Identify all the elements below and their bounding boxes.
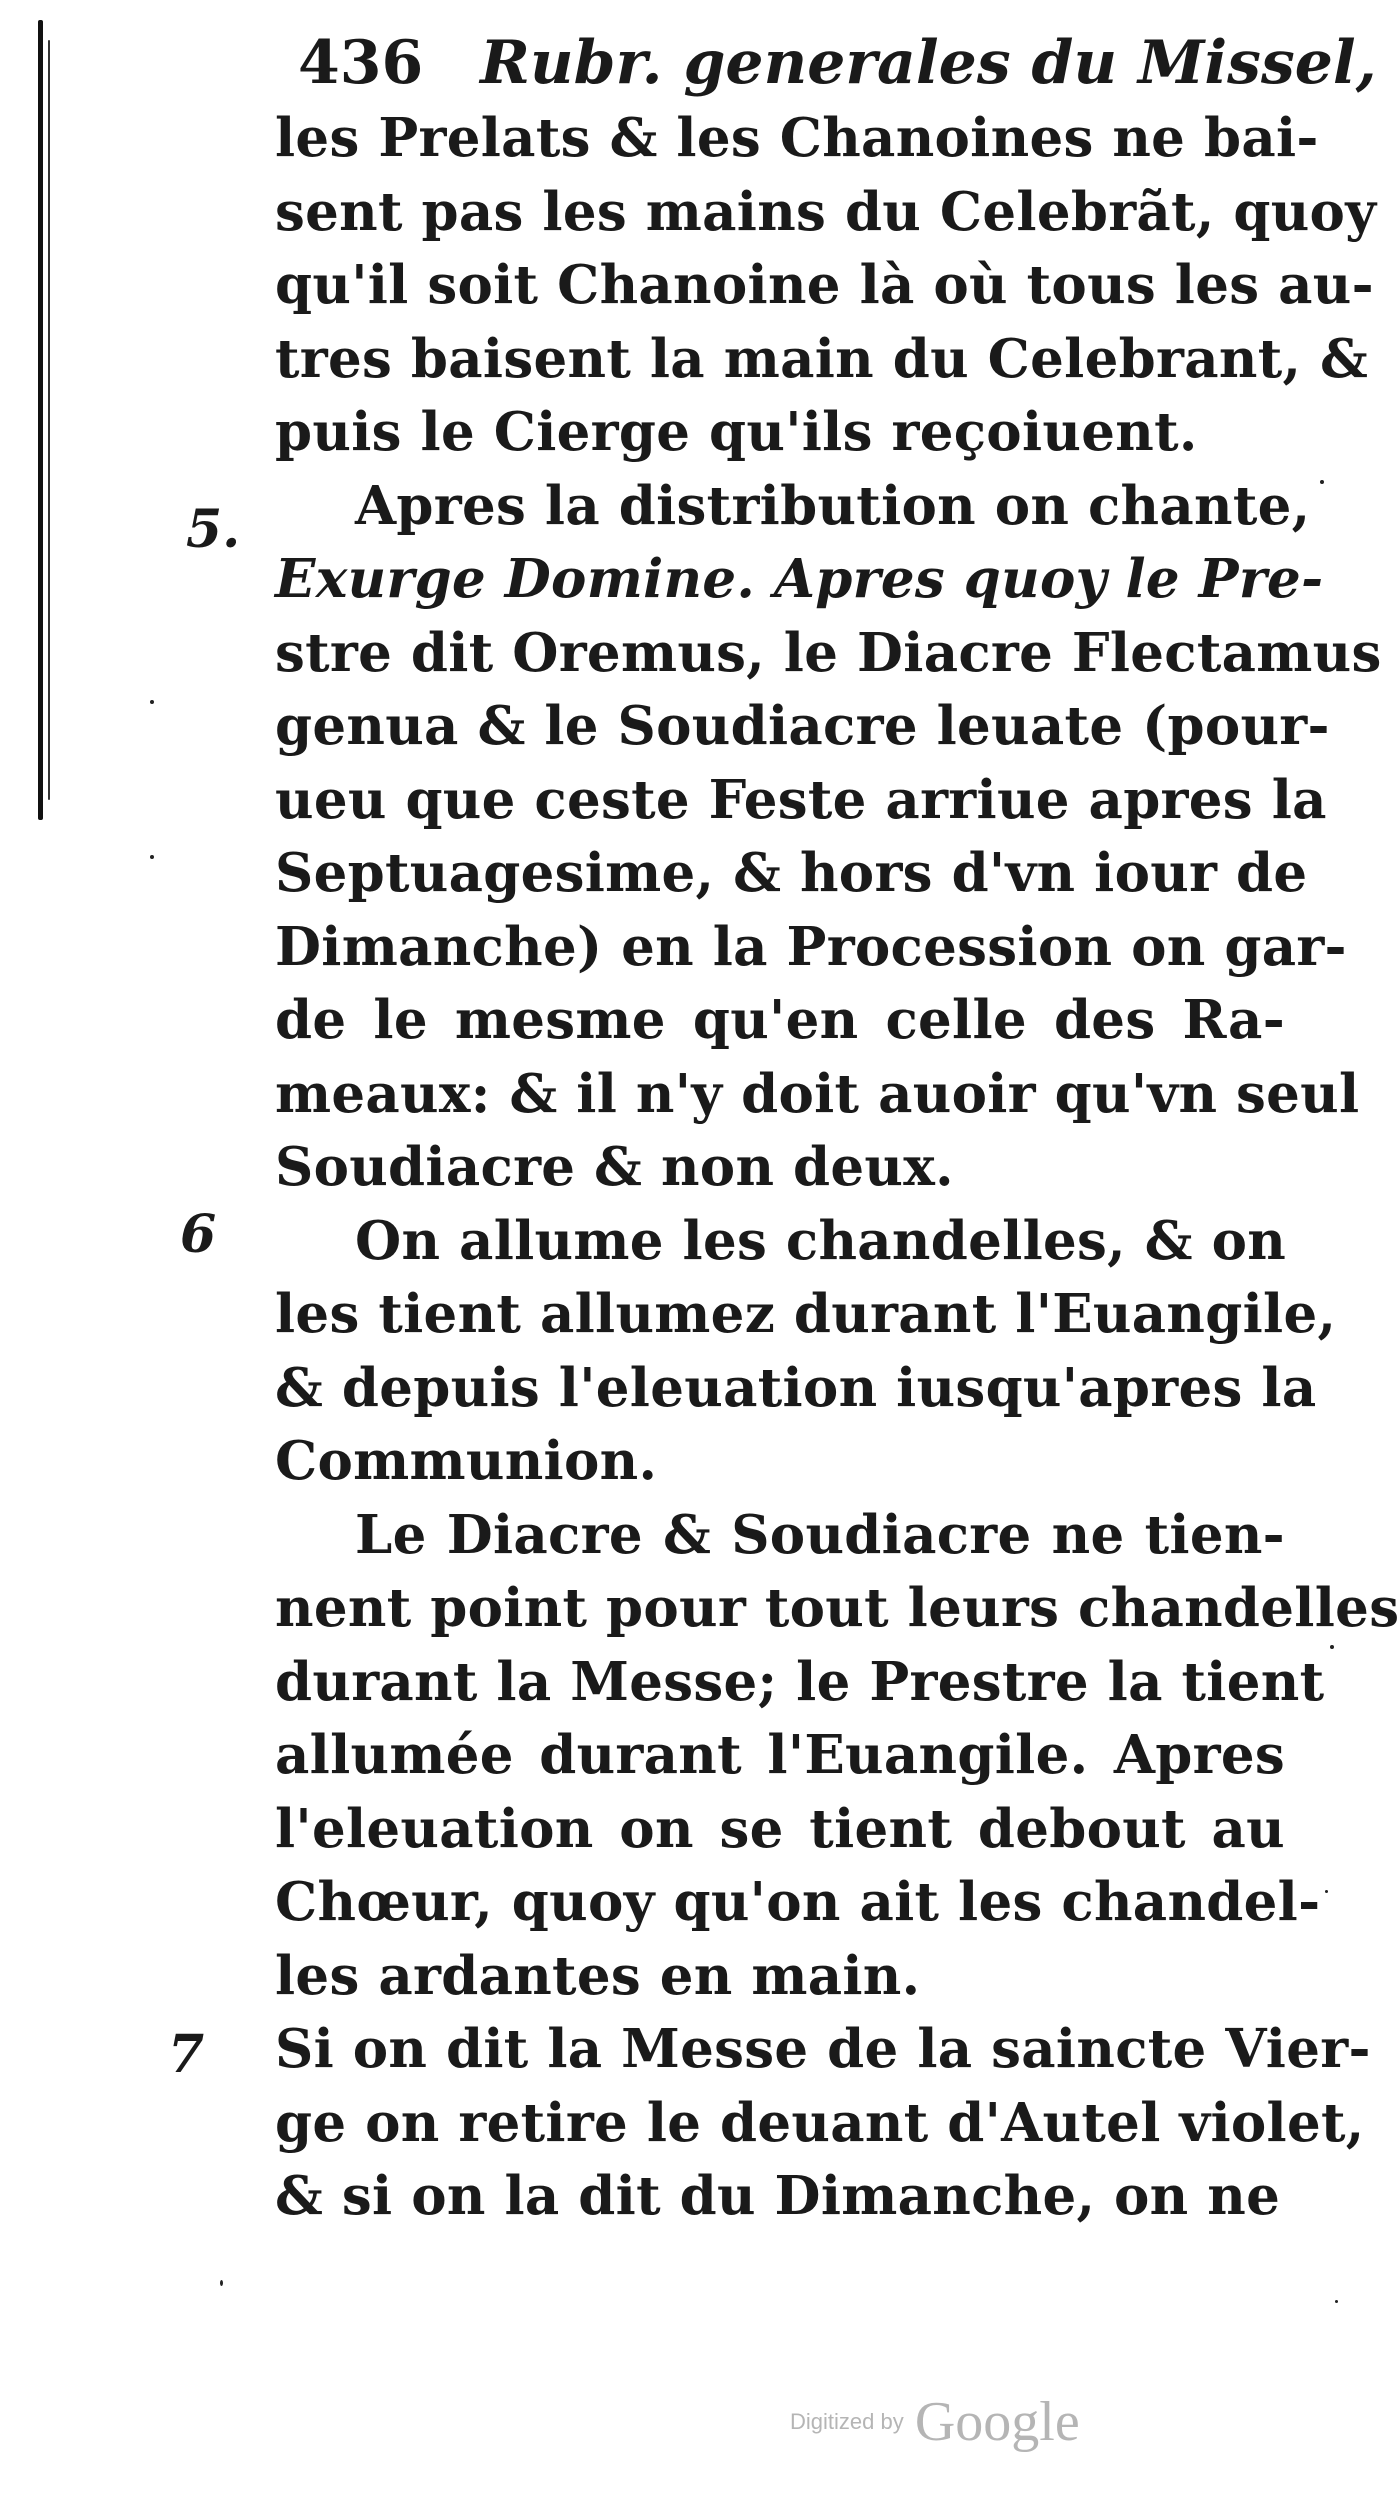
text-line: & si on la dit du Dimanche, on ne — [275, 2165, 1281, 2227]
text-line: qu'il soit Chanoine là où tous les au- — [275, 254, 1374, 316]
scan-speck — [220, 2280, 223, 2286]
text-line: tres baisent la main du Celebrant, & — [275, 327, 1369, 390]
binding-edge-line-inner — [48, 40, 50, 800]
text-line: genua & le Soudiacre leuate (pour- — [275, 695, 1330, 757]
running-title: Rubr. generales du Missel, — [480, 28, 1377, 98]
page-number: 436 — [298, 28, 424, 98]
text-line: ueu que ceste Feste arriue apres la — [275, 768, 1327, 831]
text-line: sent pas les mains du Celebrãt, quoy — [275, 180, 1377, 243]
digitized-by-google-watermark — [790, 2390, 1080, 2460]
text-line: les Prelats & les Chanoines ne bai- — [275, 107, 1319, 169]
text-line: durant la Messe; le Prestre la tient — [275, 1650, 1325, 1713]
scan-speck — [150, 700, 154, 704]
text-line: Soudiacre & non deux. — [275, 1136, 954, 1198]
text-line: Le Diacre & Soudiacre ne tien- — [355, 1503, 1285, 1566]
text-line: stre dit Oremus, le Diacre Flectamus — [275, 621, 1382, 684]
text-line: & depuis l'eleuation iusqu'apres la — [275, 1356, 1317, 1419]
running-header — [298, 18, 1377, 108]
text-line: nent point pour tout leurs chandelles — [275, 1577, 1399, 1639]
watermark-prefix: Digitized by — [790, 2409, 904, 2434]
text-line: l'eleuation on se tient debout au — [275, 1797, 1285, 1860]
text-line: Communion. — [275, 1430, 658, 1492]
margin-number-6: 6 — [180, 1204, 217, 1265]
text-line: les ardantes en main. — [275, 1944, 921, 2007]
scan-speck — [1320, 480, 1324, 484]
scan-speck — [1335, 2300, 1338, 2303]
text-line: meaux: & il n'y doit auoir qu'vn seul — [275, 1062, 1360, 1125]
text-line: allumée durant l'Euangile. Apres — [275, 1724, 1285, 1786]
text-line: les tient allumez durant l'Euangile, — [275, 1283, 1337, 1345]
text-line: Chœur, quoy qu'on ait les chandel- — [275, 1871, 1321, 1933]
text-line: Dimanche) en la Procession on gar- — [275, 915, 1347, 978]
text-line: Exurge Domine. Apres quoy le Pre- — [275, 548, 1324, 610]
binding-edge-line — [38, 20, 43, 820]
scan-speck — [150, 855, 154, 859]
google-logo-text: Google — [914, 2391, 1080, 2453]
text-line: Septuagesime, & hors d'vn iour de — [275, 842, 1308, 904]
margin-number-7: 7 — [168, 2024, 205, 2085]
scan-speck — [1325, 1890, 1328, 1893]
text-line: ge on retire le deuant d'Autel violet, — [275, 2091, 1365, 2154]
text-line: On allume les chandelles, & on — [355, 1209, 1287, 1272]
text-line: Apres la distribution on chante, — [355, 474, 1311, 537]
scan-speck — [1330, 1645, 1334, 1649]
body-text — [275, 102, 1399, 2234]
text-line: puis le Cierge qu'ils reçoiuent. — [275, 401, 1198, 463]
text-line: de le mesme qu'en celle des Ra- — [275, 989, 1285, 1051]
margin-number-5: 5. — [186, 499, 241, 560]
text-line: Si on dit la Messe de la saincte Vier- — [275, 2018, 1371, 2080]
